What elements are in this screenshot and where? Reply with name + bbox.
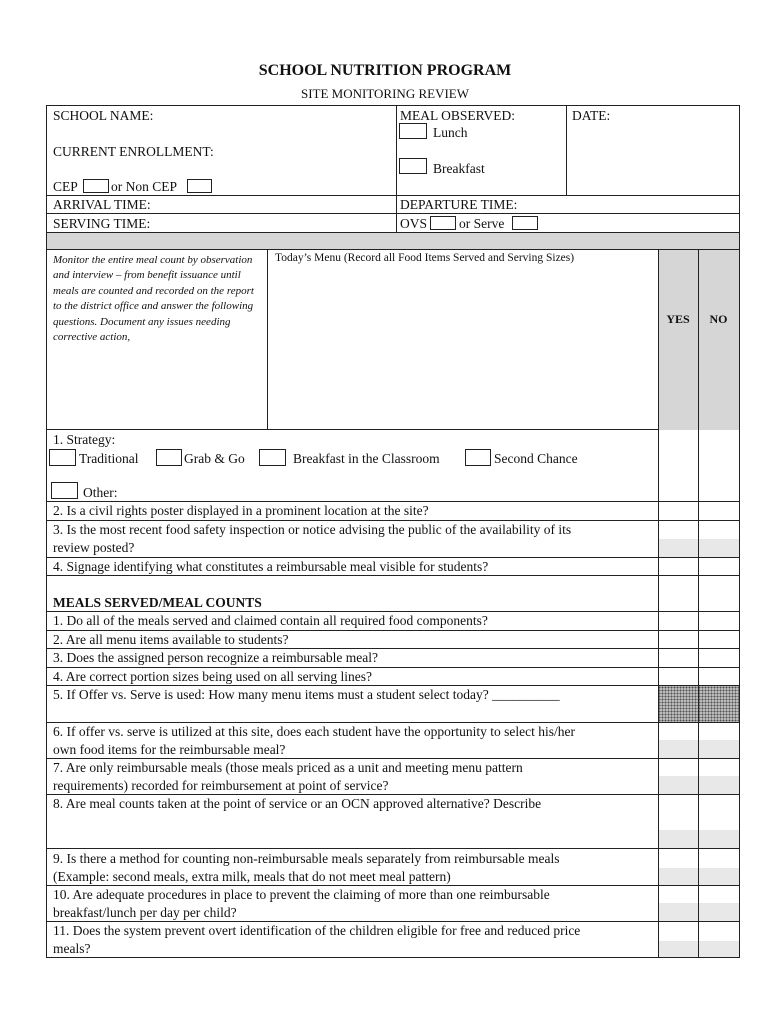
serving-time-label: SERVING TIME: bbox=[53, 216, 151, 231]
divider bbox=[46, 232, 740, 233]
meals-question-11-line1: 11. Does the system prevent overt identification of the children eligible for free and reduced price bbox=[53, 923, 581, 938]
strategy-label: 1. Strategy: bbox=[53, 432, 116, 447]
departure-time-label: DEPARTURE TIME: bbox=[400, 197, 518, 212]
meals-question-4: 4. Are correct portion sizes being used on all serving lines? bbox=[53, 669, 373, 684]
row-line bbox=[46, 630, 740, 631]
row-line bbox=[46, 722, 740, 723]
non-cep-label: or Non CEP bbox=[111, 179, 178, 194]
divider bbox=[566, 105, 567, 195]
other-label: Other: bbox=[83, 485, 118, 500]
other-checkbox[interactable] bbox=[51, 482, 78, 499]
yes-no-divider bbox=[698, 249, 699, 957]
meals-question-6-line1: 6. If offer vs. serve is utilized at this site, does each student have the opportunity to select his/her bbox=[53, 724, 575, 739]
ovs-label: OVS bbox=[400, 216, 428, 231]
date-label: DATE: bbox=[572, 108, 611, 123]
row-line bbox=[46, 794, 740, 795]
divider bbox=[46, 195, 740, 196]
no-header: NO bbox=[709, 312, 728, 326]
divider bbox=[46, 249, 740, 250]
table-border-bottom bbox=[46, 957, 740, 958]
meals-question-8: 8. Are meal counts taken at the point of service or an OCN approved alternative? Describe bbox=[53, 796, 542, 811]
question-2: 2. Is a civil rights poster displayed in a prominent location at the site? bbox=[53, 503, 429, 518]
row-line bbox=[46, 685, 740, 686]
grab-go-checkbox[interactable] bbox=[156, 449, 182, 466]
meals-question-2: 2. Are all menu items available to students? bbox=[53, 632, 289, 647]
traditional-label: Traditional bbox=[79, 451, 139, 466]
meals-question-11-line2: meals? bbox=[53, 941, 91, 956]
row-line bbox=[46, 885, 740, 886]
arrival-time-label: ARRIVAL TIME: bbox=[53, 197, 151, 212]
meals-question-1: 1. Do all of the meals served and claimed contain all required food components? bbox=[53, 613, 488, 628]
cep-checkbox[interactable] bbox=[83, 179, 109, 193]
meals-question-10-line2: breakfast/lunch per day per child? bbox=[53, 905, 237, 920]
meals-question-10-line1: 10. Are adequate procedures in place to prevent the claiming of more than one reimbursable bbox=[53, 887, 550, 902]
meals-question-9-line2: (Example: second meals, extra milk, meals that do not meet meal pattern) bbox=[53, 869, 451, 884]
serve-checkbox[interactable] bbox=[512, 216, 538, 230]
meals-question-6-line2: own food items for the reimbursable meal? bbox=[53, 742, 286, 757]
breakfast-checkbox[interactable] bbox=[399, 158, 427, 174]
meals-question-7-line1: 7. Are only reimbursable meals (those meals priced as a unit and meeting menu pattern bbox=[53, 760, 523, 775]
row-line bbox=[46, 611, 740, 612]
row-line bbox=[46, 848, 740, 849]
table-border-top bbox=[46, 105, 740, 106]
second-chance-label: Second Chance bbox=[494, 451, 578, 466]
meals-question-9-line1: 9. Is there a method for counting non-reimbursable meals separately from reimbursable meals bbox=[53, 851, 560, 866]
or-serve-label: or Serve bbox=[459, 216, 505, 231]
grab-go-label: Grab & Go bbox=[184, 451, 245, 466]
row-line bbox=[46, 557, 740, 558]
divider bbox=[46, 429, 658, 430]
traditional-checkbox[interactable] bbox=[49, 449, 76, 466]
row-line bbox=[46, 921, 740, 922]
no-column-shading bbox=[698, 250, 739, 430]
divider bbox=[267, 249, 268, 429]
page-subtitle: SITE MONITORING REVIEW bbox=[300, 86, 470, 101]
cep-label: CEP bbox=[53, 179, 78, 194]
blank-shaded-row bbox=[47, 233, 739, 249]
hatched-cell-no bbox=[698, 686, 739, 722]
question-3-line2: review posted? bbox=[53, 540, 135, 555]
meals-question-3: 3. Does the assigned person recognize a reimbursable meal? bbox=[53, 650, 379, 665]
row-line bbox=[46, 575, 740, 576]
divider bbox=[46, 213, 740, 214]
meals-section-heading: MEALS SERVED/MEAL COUNTS bbox=[53, 595, 262, 610]
yes-column-shading bbox=[658, 250, 698, 430]
lunch-checkbox[interactable] bbox=[399, 123, 427, 139]
row-line bbox=[46, 667, 740, 668]
lunch-label: Lunch bbox=[433, 125, 468, 140]
meals-question-7-line2: requirements) recorded for reimbursement at point of service? bbox=[53, 778, 389, 793]
row-line bbox=[46, 758, 740, 759]
breakfast-label: Breakfast bbox=[433, 161, 485, 176]
breakfast-classroom-label: Breakfast in the Classroom bbox=[293, 451, 440, 466]
question-3-line1: 3. Is the most recent food safety inspection or notice advising the public of the availability of its bbox=[53, 522, 572, 537]
ovs-checkbox[interactable] bbox=[430, 216, 456, 230]
row-line bbox=[46, 648, 740, 649]
question-4: 4. Signage identifying what constitutes a reimbursable meal visible for students? bbox=[53, 559, 489, 574]
yes-column-left bbox=[658, 249, 659, 957]
menu-label: Today’s Menu (Record all Food Items Served and Serving Sizes) bbox=[275, 252, 575, 264]
breakfast-classroom-checkbox[interactable] bbox=[259, 449, 286, 466]
non-cep-checkbox[interactable] bbox=[187, 179, 212, 193]
yes-header: YES bbox=[666, 312, 690, 326]
school-name-label: SCHOOL NAME: bbox=[53, 108, 154, 123]
current-enrollment-label: CURRENT ENROLLMENT: bbox=[53, 144, 214, 159]
second-chance-checkbox[interactable] bbox=[465, 449, 491, 466]
monitoring-instructions: Monitor the entire meal count by observation and interview – from benefit issuance until meals are counted and recorded on the report to the district office and answer the following questions. Document any issues needing corrective action, bbox=[53, 254, 254, 344]
row-line bbox=[46, 520, 740, 521]
row-line bbox=[46, 501, 740, 502]
meals-question-5: 5. If Offer vs. Serve is used: How many menu items must a student select today? __________ bbox=[53, 687, 560, 702]
hatched-cell-yes bbox=[658, 686, 698, 722]
page-title: SCHOOL NUTRITION PROGRAM bbox=[258, 62, 512, 79]
meal-observed-label: MEAL OBSERVED: bbox=[400, 108, 516, 123]
